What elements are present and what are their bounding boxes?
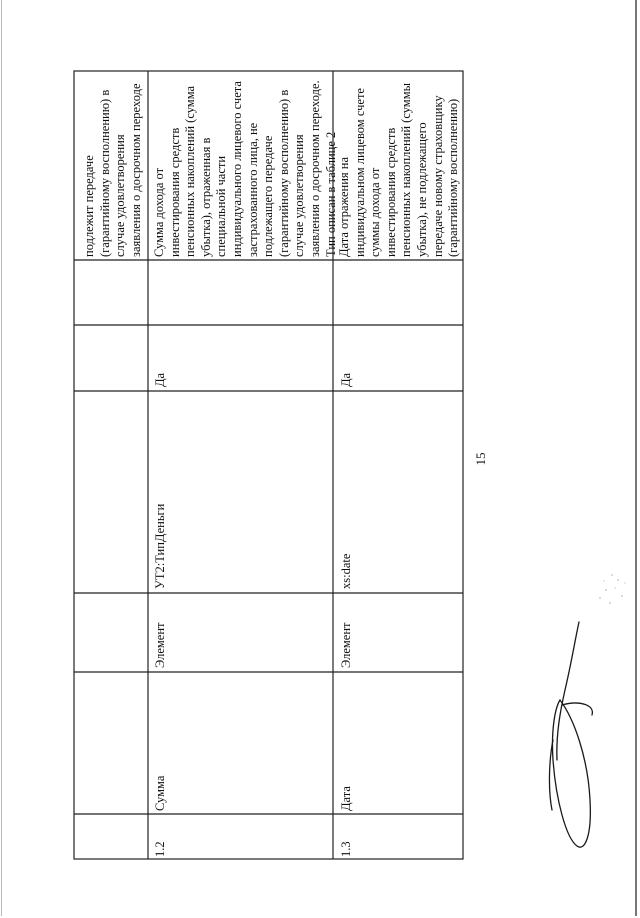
row2-required: Да <box>339 372 353 387</box>
row1-number: 1.2 <box>153 841 167 857</box>
row2-kind: Элемент <box>339 622 353 668</box>
page-number: 15 <box>473 452 488 466</box>
row1-name: Сумма <box>153 775 167 811</box>
row0-desc-line: случае удовлетворения <box>113 134 128 257</box>
row0-desc-line: заявления о досрочном переходе <box>128 83 143 257</box>
row1-type: УТ2:ТипДеньги <box>153 503 167 589</box>
row1-desc-line: Тип описан в таблице 2 <box>323 131 338 257</box>
row2-desc-line: передаче новому страховщику <box>430 95 445 257</box>
row1-desc-line: специальной части <box>214 155 229 257</box>
row1-desc-line: заявления о досрочном переходе. <box>307 80 322 257</box>
row2-desc-line: убытка), не подлежащего <box>414 122 429 257</box>
row1-desc-line: случае удовлетворения <box>292 134 307 257</box>
row1-kind: Элемент <box>153 622 167 668</box>
row0-desc-line: подлежит передаче <box>82 155 96 257</box>
row1-desc-line: убытка), отраженная в <box>198 137 213 257</box>
row1-desc-line: (гарантийному восполнению) в <box>276 89 291 257</box>
row1-desc-line: подлежащего передаче <box>261 135 276 257</box>
row2-number: 1.3 <box>339 841 353 857</box>
row1-desc-line: инвестирования средств <box>167 127 182 257</box>
row1-desc-line: индивидуального лицевого счета <box>229 81 244 257</box>
row2-desc-line: (гарантийному восполнению) <box>446 98 461 257</box>
row1-desc-line: Сумма дохода от <box>152 167 166 257</box>
row2-type: xs:date <box>339 553 353 589</box>
row2-desc-line: индивидуальном лицевом счете <box>352 88 367 257</box>
row2-name: Дата <box>339 786 353 811</box>
row1-required: Да <box>153 372 167 387</box>
row2-desc-line: пенсионных накоплений (суммы <box>399 82 414 257</box>
row0-desc-line: (гарантийному восполнению) в <box>97 89 112 257</box>
row1-desc-line: застрахованного лица, не <box>245 122 260 257</box>
row1-desc-line: пенсионных накоплений (сумма <box>183 85 198 257</box>
row2-desc-line: суммы дохода от <box>368 167 383 257</box>
row2-desc-line: Дата отражения на <box>337 156 351 257</box>
row2-desc-line: инвестирования средств <box>383 127 398 257</box>
